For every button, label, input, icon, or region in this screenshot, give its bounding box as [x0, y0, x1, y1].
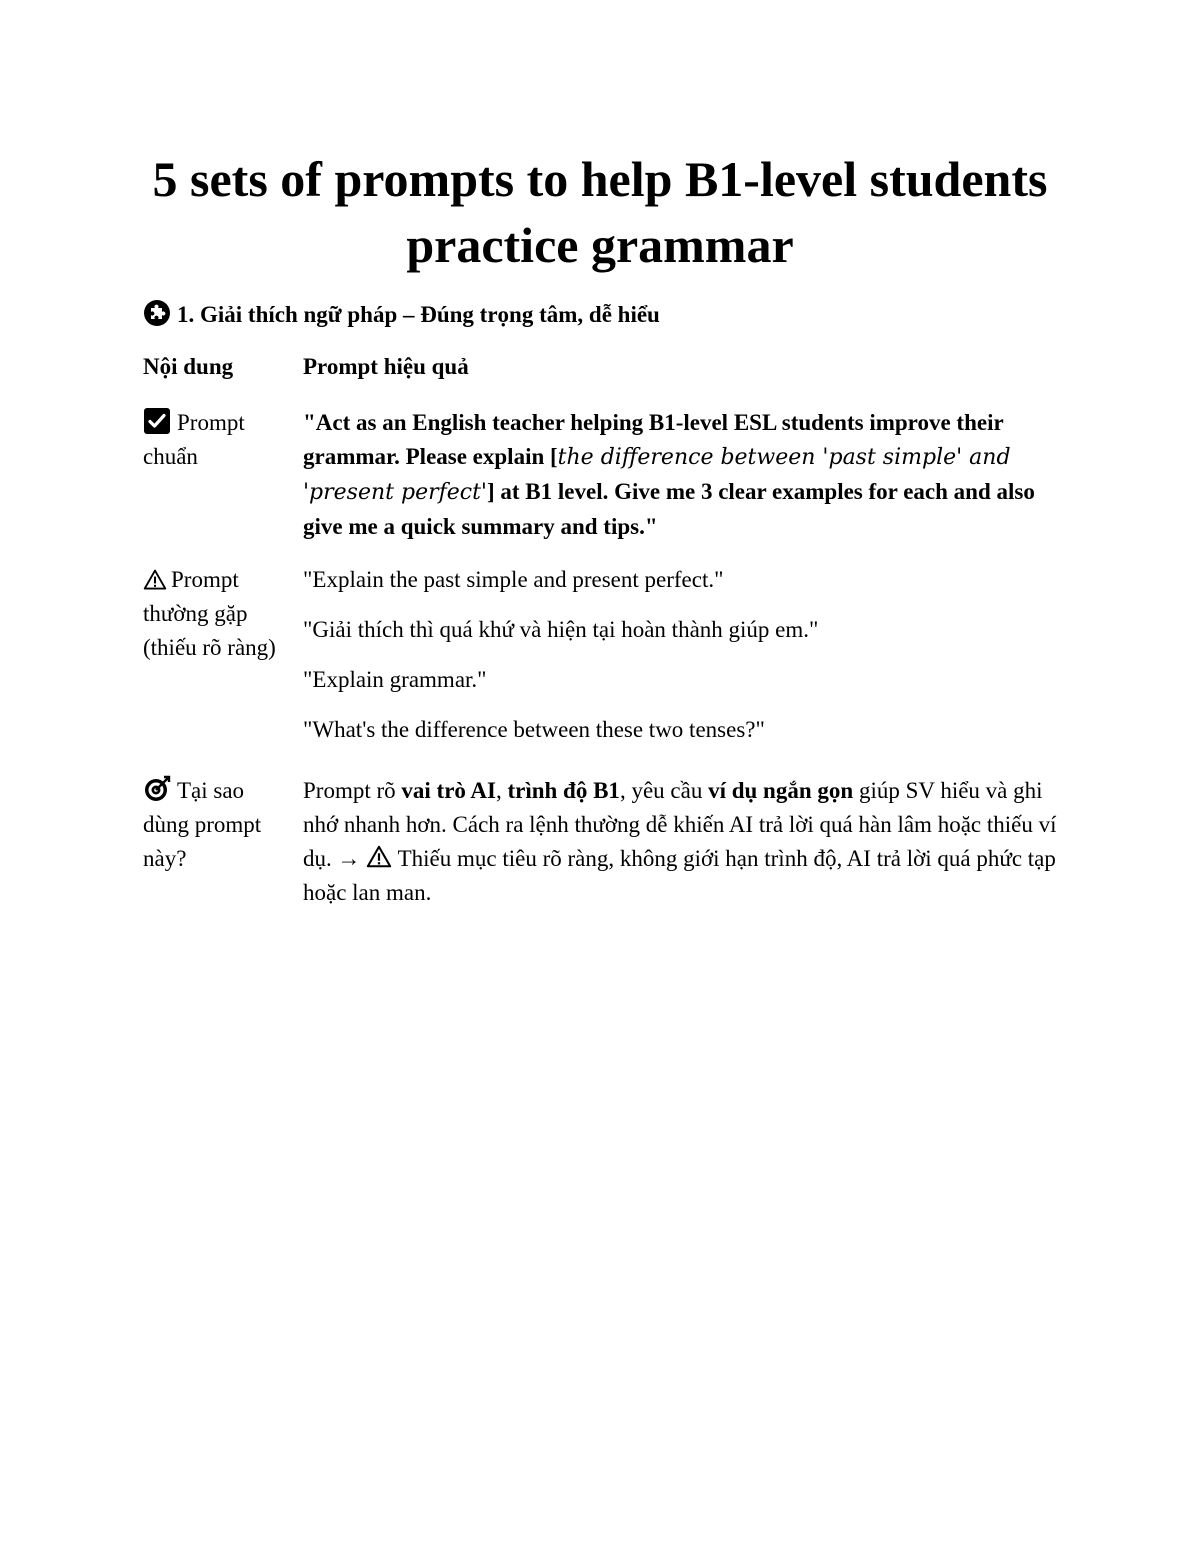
why-text: Prompt rõ [303, 778, 402, 803]
why-bold-examples: ví dụ ngắn gọn [708, 778, 854, 803]
column-header-content: Nội dung [143, 354, 234, 379]
standard-prompt-part1: "Act as an English teacher helping B1-level ESL students improve their grammar. Please explain [ [303, 410, 1004, 469]
row-label-why [143, 774, 291, 876]
common-prompt-example: "Giải thích thì quá khứ và hiện tại hoàn thành giúp em." [303, 617, 819, 642]
warning-icon [143, 568, 167, 592]
row-label-common [143, 563, 291, 665]
warning-icon [366, 844, 392, 870]
standard-prompt-part2: ] at B1 level. Give me 3 clear examples for each and also give me a quick summary and tips." [303, 479, 1035, 539]
why-text: , [495, 778, 508, 803]
why-bold-role: vai trò AI [401, 778, 496, 803]
why-text: Thiếu mục tiêu rõ ràng, không giới hạn trình độ, AI trả lời quá phức tạp hoặc lan man. [303, 846, 1056, 905]
row-label-standard [143, 406, 291, 474]
why-bold-level: trình độ B1 [507, 778, 620, 803]
common-prompt-example: "What's the difference between these two tenses?" [303, 717, 765, 742]
standard-prompt-text [303, 406, 1063, 544]
target-icon [143, 775, 171, 803]
puzzle-icon [143, 299, 171, 327]
common-prompt-example: "Explain grammar." [303, 667, 487, 692]
why-text: giúp SV hiểu và ghi nhớ nhanh hơn. Cách ra lệnh thường dễ khiến AI trả lời quá hàn lâm hoặc thiếu ví dụ. → [303, 778, 1057, 871]
check-icon [143, 407, 171, 435]
section-heading-text: 1. Giải thích ngữ pháp – Đúng trọng tâm, dễ hiểu [177, 302, 660, 327]
page-title: 5 sets of prompts to help B1-level students practice grammar [152, 151, 1048, 273]
section-heading [143, 298, 660, 332]
column-header-prompt: Prompt hiệu quả [303, 354, 469, 379]
why-explanation [303, 774, 1063, 910]
standard-prompt-italic: the difference between 'past simple' and 'present perfect' [303, 445, 1011, 505]
label-standard-text: Prompt chuẩn [143, 410, 245, 469]
common-prompt-example: "Explain the past simple and present perfect." [303, 567, 724, 592]
why-text: , yêu cầu [619, 778, 709, 803]
label-common-text: Prompt thường gặp (thiếu rõ ràng) [143, 567, 276, 660]
label-why-text: Tại sao dùng prompt này? [143, 778, 262, 871]
common-prompts-list [303, 563, 1063, 763]
